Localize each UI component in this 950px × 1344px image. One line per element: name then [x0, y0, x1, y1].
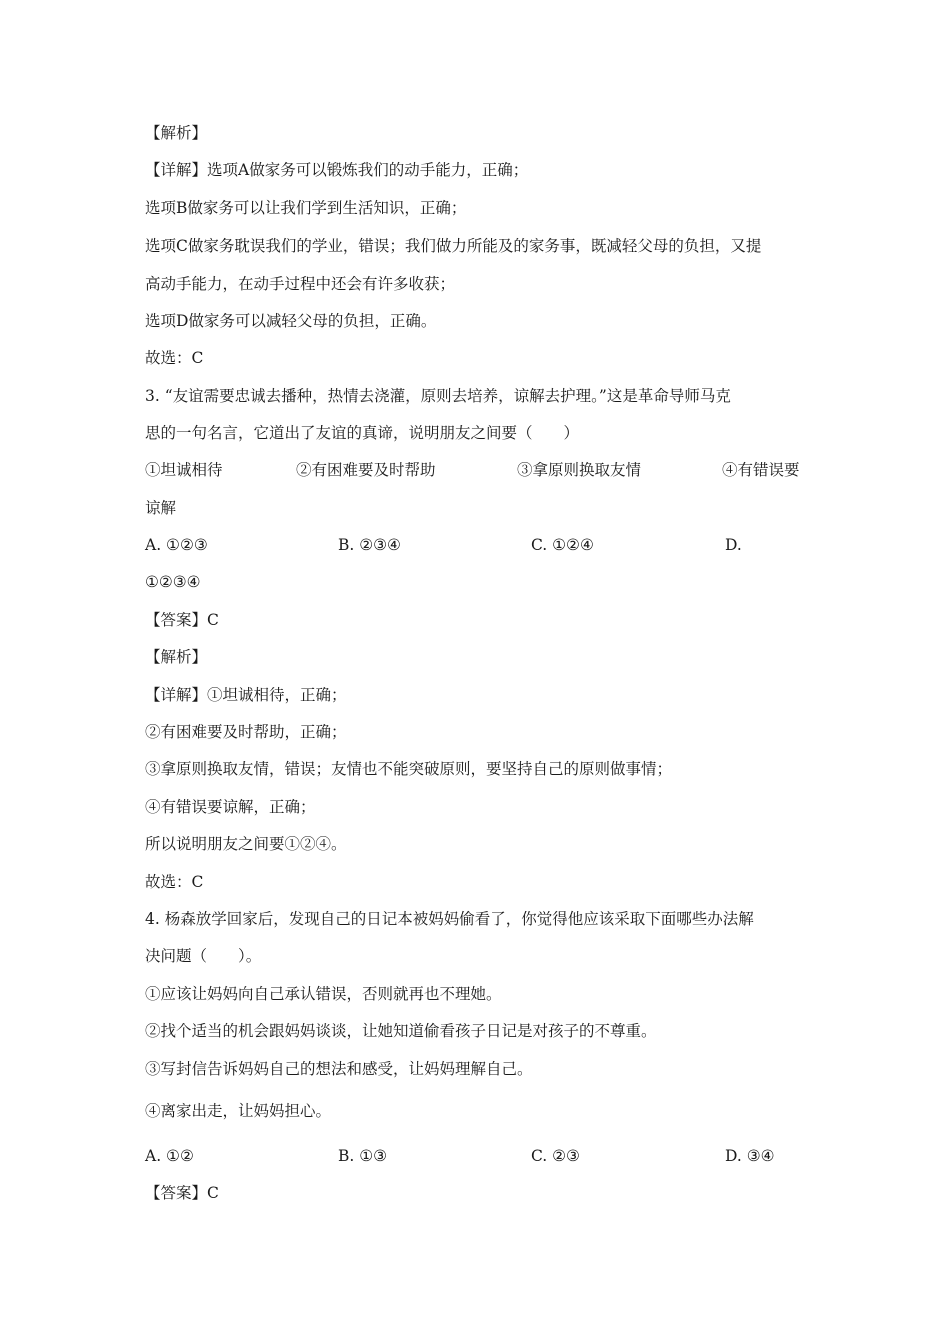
answer-choice-line: 故选：C	[145, 349, 204, 367]
q3-item: ①坦诚相待	[145, 461, 223, 479]
section-heading-analysis: 【解析】	[145, 124, 208, 142]
q3-choice-a: A. ①②③	[145, 536, 208, 554]
q4-item: ④离家出走，让妈妈担心。	[145, 1102, 332, 1120]
q4-item: ①应该让妈妈向自己承认错误，否则就再也不理她。	[145, 985, 502, 1003]
detail-line: 高动手能力，在动手过程中还会有许多收获；	[145, 275, 456, 293]
detail-line: 选项D做家务可以减轻父母的负担，正确。	[145, 312, 437, 330]
detail-line: ②有困难要及时帮助，正确；	[145, 723, 347, 741]
detail-line: 【详解】①坦诚相待，正确；	[145, 686, 347, 704]
q4-choice-d: D. ③④	[725, 1147, 775, 1165]
q4-choice-c: C. ②③	[531, 1147, 580, 1165]
q3-choice-c: C. ①②④	[531, 536, 594, 554]
detail-line: 选项C做家务耽误我们的学业，错误；我们做力所能及的家务事，既减轻父母的负担，又提	[145, 237, 762, 255]
q3-choice-b: B. ②③④	[338, 536, 401, 554]
question-4-text: 4. 杨森放学回家后，发现自己的日记本被妈妈偷看了，你觉得他应该采取下面哪些办法解	[145, 910, 754, 928]
detail-line: 【详解】选项A做家务可以锻炼我们的动手能力，正确；	[145, 161, 529, 179]
detail-line: 所以说明朋友之间要①②④。	[145, 835, 347, 853]
q3-item: ④有错误要	[722, 461, 800, 479]
detail-line: ④有错误要谅解，正确；	[145, 798, 316, 816]
question-3-text: 3. “友谊需要忠诚去播种，热情去浇灌，原则去培养，谅解去护理。”这是革命导师马克	[145, 387, 731, 405]
answer-choice-line: 故选：C	[145, 873, 204, 891]
q3-item: ②有困难要及时帮助	[296, 461, 436, 479]
detail-line: 选项B做家务可以让我们学到生活知识，正确；	[145, 199, 467, 217]
q3-choice-d-continued: ①②③④	[145, 573, 201, 591]
q3-choice-d: D.	[725, 536, 742, 554]
question-4-text: 决问题（ ）。	[145, 947, 262, 965]
q4-choice-a: A. ①②	[145, 1147, 194, 1165]
q4-choice-b: B. ①③	[338, 1147, 388, 1165]
answer-line: 【答案】C	[145, 1184, 219, 1202]
q4-item: ③写封信告诉妈妈自己的想法和感受，让妈妈理解自己。	[145, 1060, 533, 1078]
detail-line: ③拿原则换取友情，错误；友情也不能突破原则，要坚持自己的原则做事情；	[145, 760, 673, 778]
q3-item-continued: 谅解	[145, 499, 177, 517]
q4-item: ②找个适当的机会跟妈妈谈谈，让她知道偷看孩子日记是对孩子的不尊重。	[145, 1022, 657, 1040]
q3-item: ③拿原则换取友情	[517, 461, 642, 479]
question-3-text: 思的一句名言，它道出了友谊的真谛，说明朋友之间要（ ）	[145, 424, 580, 442]
answer-line: 【答案】C	[145, 611, 219, 629]
section-heading-analysis: 【解析】	[145, 648, 208, 666]
